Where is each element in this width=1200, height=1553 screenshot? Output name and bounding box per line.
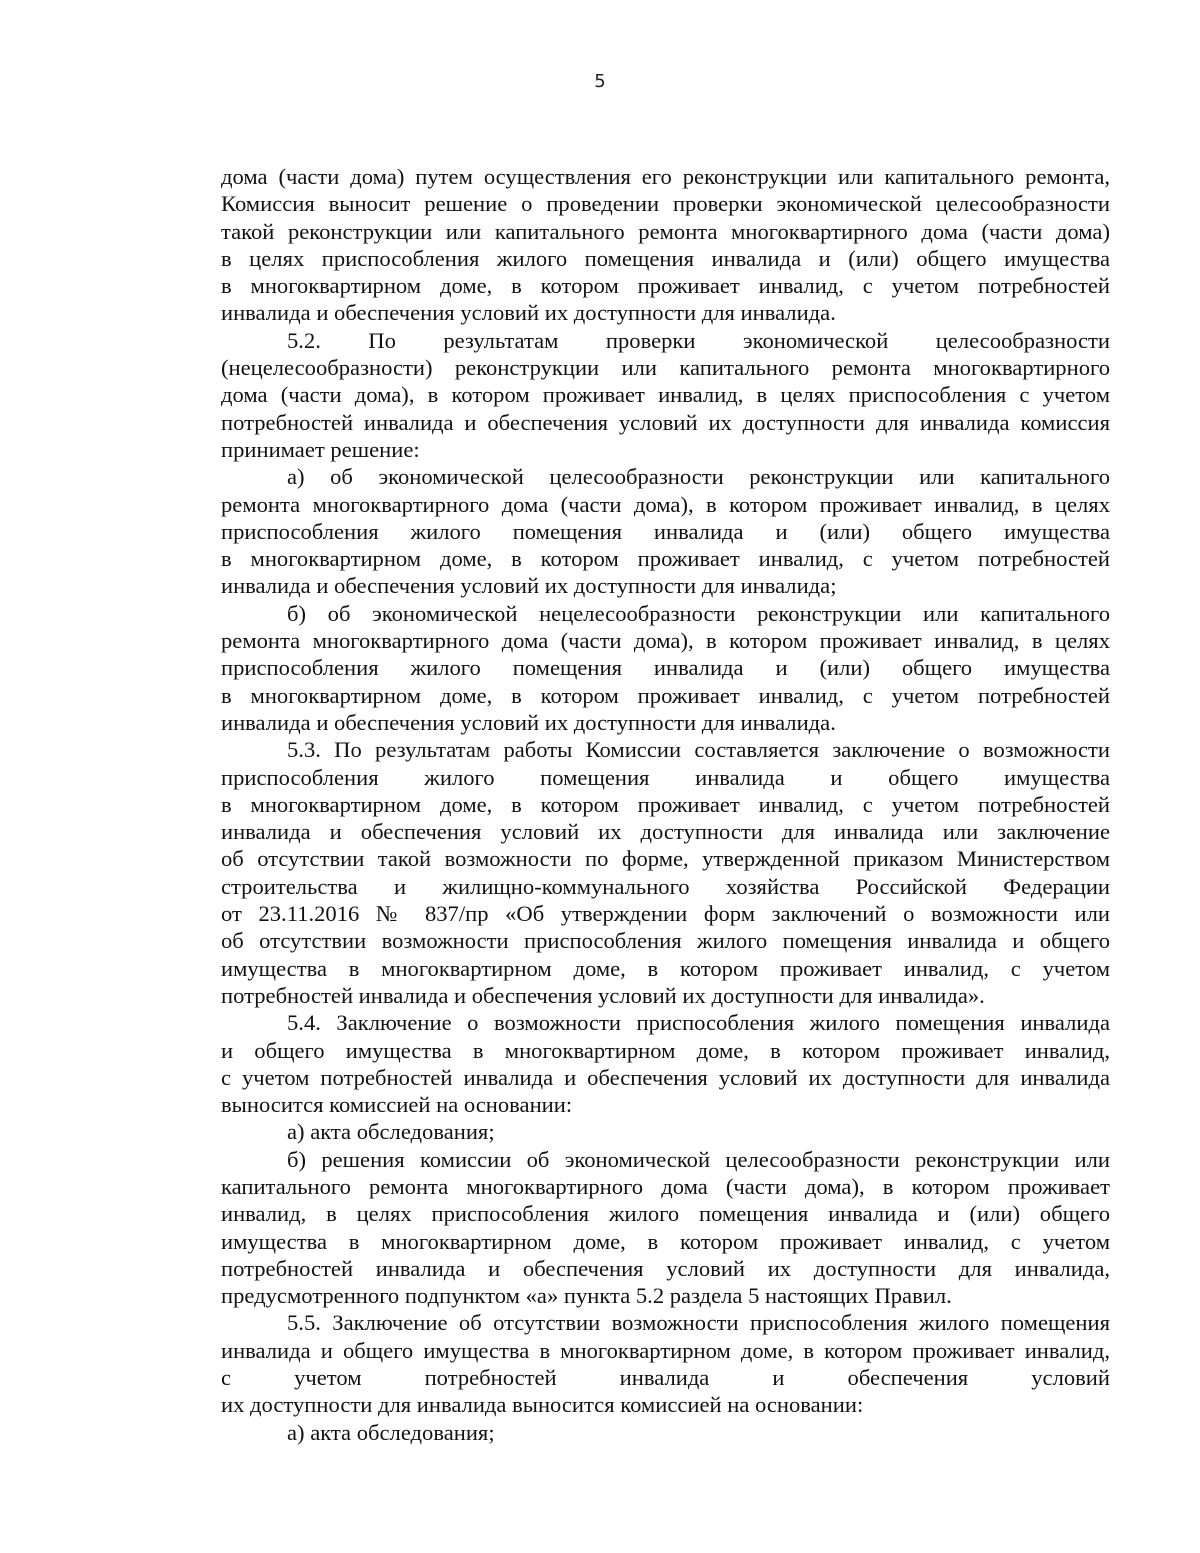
text-line: Комиссия выносит решение о проведении проверки экономической целесообразности: [221, 191, 1110, 217]
paragraph-5-4: [221, 1009, 1110, 1118]
text-line: потребностей инвалида и обеспечения условий их доступности для инвалида».: [221, 982, 985, 1008]
text-line: с учетом потребностей инвалида и обеспечения условий: [221, 1365, 1110, 1391]
text-line: инвалида и общего имущества в многоквартирном доме, в котором проживает инвалид,: [221, 1337, 1110, 1363]
paragraph-5-4-b: [221, 1146, 1110, 1310]
text-line: а) акта обследования;: [287, 1119, 495, 1145]
document-body: [221, 163, 1110, 1446]
text-line: а) об экономической целесообразности реконструкции или капитального: [287, 464, 1110, 490]
text-line: приспособления жилого помещения инвалида и (или) общего имущества: [221, 518, 1110, 544]
text-line: (нецелесообразности) реконструкции или капитального ремонта многоквартирного: [221, 355, 1110, 381]
text-line: с учетом потребностей инвалида и обеспечения условий их доступности для инвалида: [221, 1064, 1110, 1090]
paragraph-5-2: [221, 327, 1110, 463]
text-line: дома (части дома) путем осуществления его реконструкции или капитального ремонта,: [221, 164, 1110, 189]
text-line: об отсутствии возможности приспособления жилого помещения инвалида и общего: [221, 928, 1110, 954]
text-line: 5.2. По результатам проверки экономической целесообразности: [287, 327, 1110, 353]
text-line: инвалида и обеспечения условий их доступности для инвалида;: [221, 573, 837, 599]
page-number: 5: [594, 71, 606, 92]
text-line: 5.3. По результатам работы Комиссии составляется заключение о возможности: [287, 737, 1110, 763]
text-line: в многоквартирном доме, в котором проживает инвалид, с учетом потребностей: [221, 273, 1110, 299]
text-line: инвалида и обеспечения условий их доступности для инвалида.: [221, 300, 836, 326]
text-line: 5.5. Заключение об отсутствии возможности приспособления жилого помещения: [287, 1310, 1110, 1336]
paragraph-5-2-a: [221, 463, 1110, 599]
text-line: строительства и жилищно-коммунального хозяйства Российской Федерации: [221, 873, 1110, 899]
text-line: от 23.11.2016 № 837/пр «Об утверждении форм заключений о возможности или: [221, 901, 1110, 927]
text-line: имущества в многоквартирном доме, в котором проживает инвалид, с учетом: [221, 1228, 1110, 1254]
paragraph-5-2-b: [221, 600, 1110, 736]
paragraph-5-4-a: [221, 1118, 1110, 1145]
text-line: 5.4. Заключение о возможности приспособления жилого помещения инвалида: [287, 1010, 1110, 1036]
text-line: дома (части дома), в котором проживает инвалид, в целях приспособления с учетом: [221, 382, 1110, 408]
text-line: в многоквартирном доме, в котором проживает инвалид, с учетом потребностей: [221, 682, 1110, 708]
text-line: б) решения комиссии об экономической целесообразности реконструкции или: [287, 1146, 1110, 1172]
text-line: а) акта обследования;: [287, 1419, 495, 1445]
text-line: б) об экономической нецелесообразности реконструкции или капитального: [287, 600, 1110, 626]
text-line: такой реконструкции или капитального ремонта многоквартирного дома (части дома): [221, 218, 1110, 244]
text-line: принимает решение:: [221, 436, 420, 462]
text-line: ремонта многоквартирного дома (части дома), в котором проживает инвалид, в целях: [221, 491, 1110, 517]
text-line: предусмотренного подпунктом «а» пункта 5.2 раздела 5 настоящих Правил.: [221, 1283, 952, 1309]
paragraph-5-5: [221, 1309, 1110, 1418]
text-line: об отсутствии такой возможности по форме, утвержденной приказом Министерством: [221, 846, 1110, 872]
text-line: в многоквартирном доме, в котором проживает инвалид, с учетом потребностей: [221, 791, 1110, 817]
paragraph-5-3: [221, 736, 1110, 1009]
text-line: в многоквартирном доме, в котором проживает инвалид, с учетом потребностей: [221, 546, 1110, 572]
text-line: потребностей инвалида и обеспечения условий их доступности для инвалида комиссия: [221, 409, 1110, 435]
text-line: инвалида и обеспечения условий их доступности для инвалида.: [221, 709, 836, 735]
text-line: выносится комиссией на основании:: [221, 1092, 573, 1118]
text-line: приспособления жилого помещения инвалида и общего имущества: [221, 764, 1110, 790]
text-line: их доступности для инвалида выносится комиссией на основании:: [221, 1392, 864, 1418]
text-line: в целях приспособления жилого помещения инвалида и (или) общего имущества: [221, 245, 1110, 271]
text-line: приспособления жилого помещения инвалида и (или) общего имущества: [221, 655, 1110, 681]
text-line: инвалида и обеспечения условий их доступности для инвалида или заключение: [221, 819, 1110, 845]
text-line: потребностей инвалида и обеспечения условий их доступности для инвалида,: [221, 1255, 1110, 1281]
text-line: капитального ремонта многоквартирного дома (части дома), в котором проживает: [221, 1173, 1110, 1199]
text-line: ремонта многоквартирного дома (части дома), в котором проживает инвалид, в целях: [221, 628, 1110, 654]
text-line: и общего имущества в многоквартирном доме, в котором проживает инвалид,: [221, 1037, 1110, 1063]
paragraph-continuation: [221, 163, 1110, 327]
text-line: имущества в многоквартирном доме, в котором проживает инвалид, с учетом: [221, 955, 1110, 981]
paragraph-5-5-a: [221, 1419, 1110, 1446]
text-line: инвалид, в целях приспособления жилого помещения инвалида и (или) общего: [221, 1201, 1110, 1227]
